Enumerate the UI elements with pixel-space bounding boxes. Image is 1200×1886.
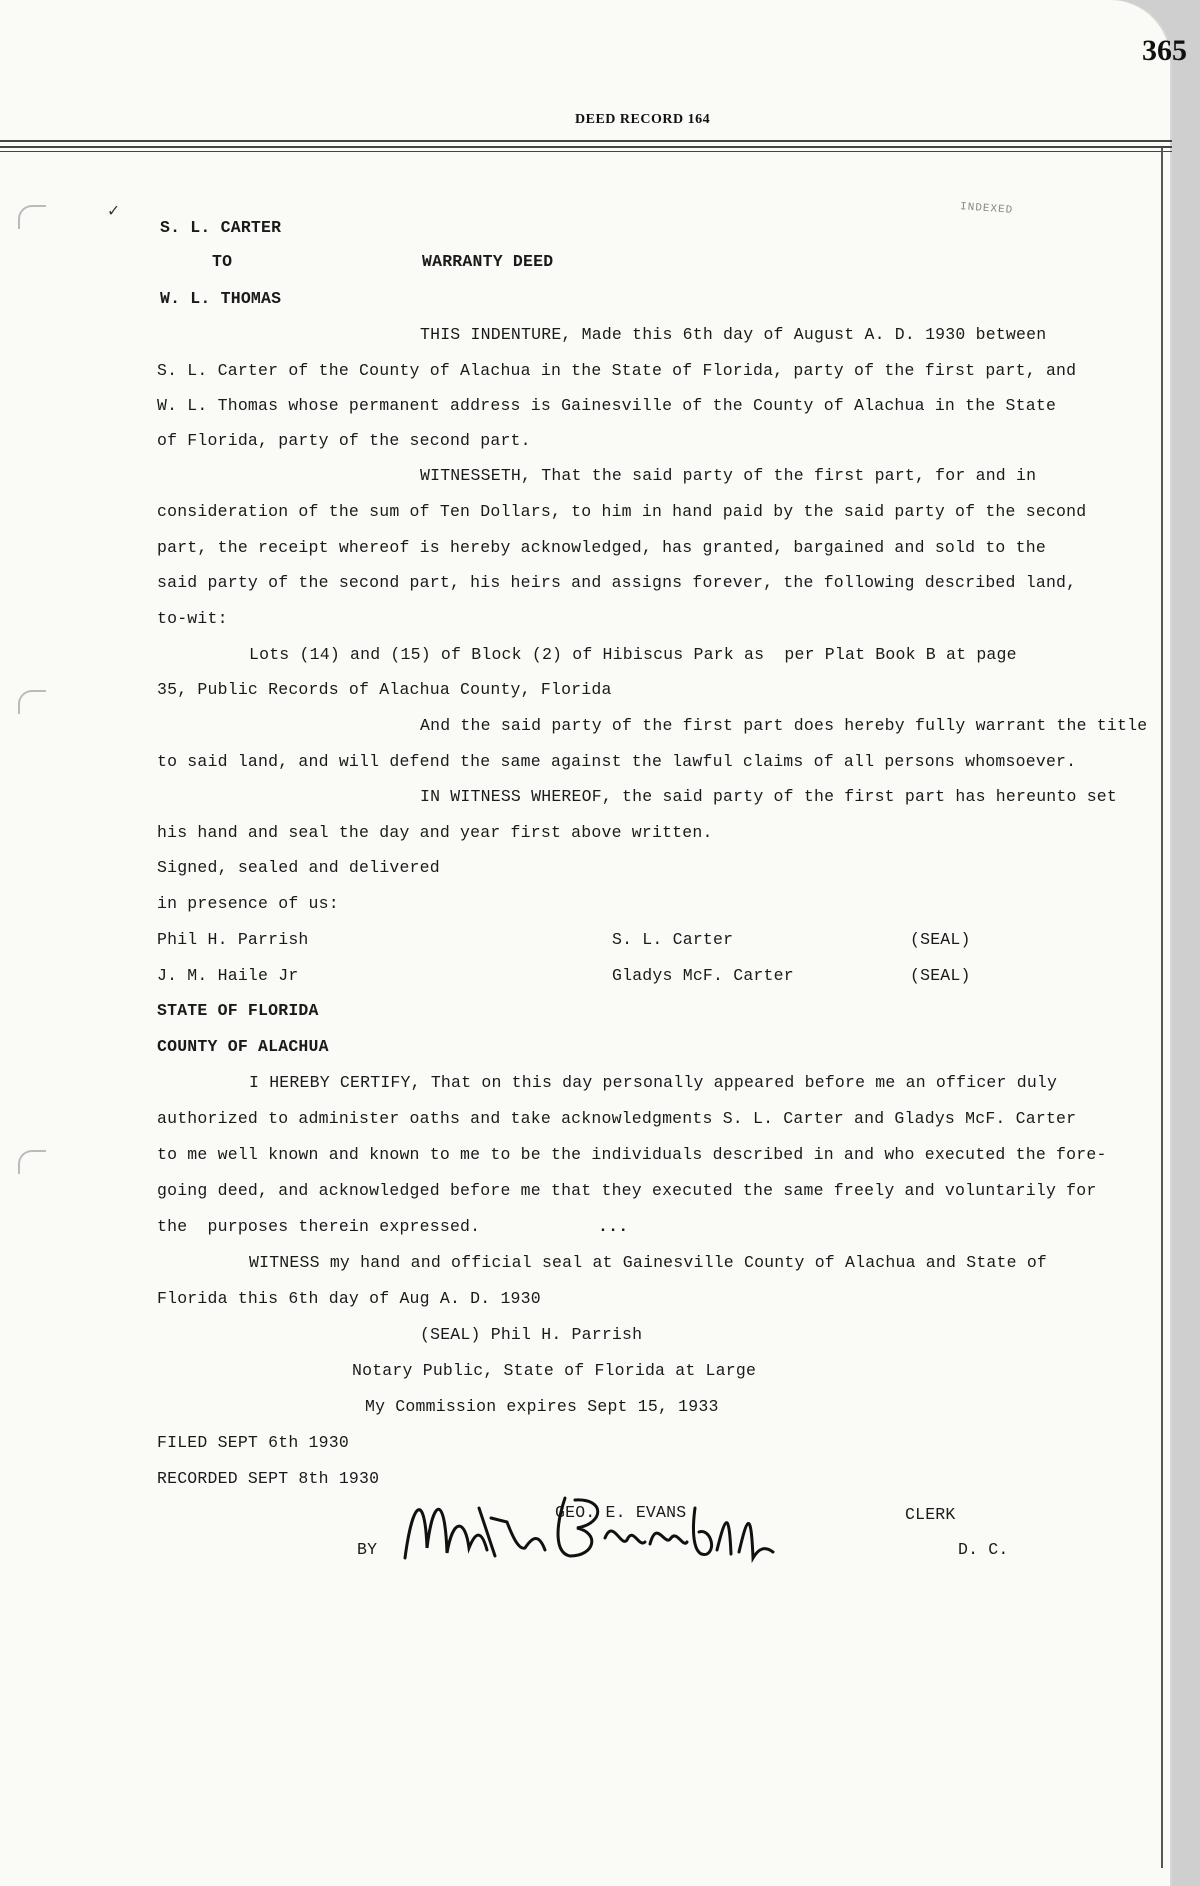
binding-mark-2 [18, 690, 46, 714]
property-description-2: 35, Public Records of Alachua County, Florida [157, 680, 612, 699]
deed-type: WARRANTY DEED [422, 252, 554, 271]
body-line-9: to-wit: [157, 609, 228, 628]
ack-line-5: the purposes therein expressed. [157, 1217, 481, 1236]
body-line-7: part, the receipt whereof is hereby acknowledged, has granted, bargained and sold to the [157, 538, 1046, 557]
body-line-15: his hand and seal the day and year first above written. [157, 823, 713, 842]
body-line-8: said party of the second part, his heirs and assigns forever, the following described land, [157, 573, 1077, 592]
filed-date: FILED SEPT 6th 1930 [157, 1433, 349, 1452]
handwritten-signature [395, 1478, 805, 1588]
ack-line-1: I HEREBY CERTIFY, That on this day personally appeared before me an officer duly [249, 1073, 1058, 1092]
body-line-6: consideration of the sum of Ten Dollars, to him in hand paid by the said party of the second [157, 502, 1087, 521]
body-line-16: Signed, sealed and delivered [157, 858, 440, 877]
header-rule-2 [0, 146, 1172, 148]
seal-2: (SEAL) [910, 966, 971, 985]
ack-state: STATE OF FLORIDA [157, 1001, 319, 1020]
check-mark-icon: ✓ [108, 202, 119, 222]
header-rule-3 [0, 151, 1172, 152]
by-label: BY [357, 1540, 378, 1559]
ack-line-4: going deed, and acknowledged before me that they executed the same freely and voluntarily for [157, 1181, 1097, 1200]
property-description-1: Lots (14) and (15) of Block (2) of Hibiscus Park as per Plat Book B at page [249, 645, 1017, 664]
signer-1: S. L. Carter [612, 930, 734, 949]
ack-line-5-dots: ... [598, 1217, 629, 1236]
recorded-date: RECORDED SEPT 8th 1930 [157, 1469, 380, 1488]
ack-county: COUNTY OF ALACHUA [157, 1037, 329, 1056]
signer-2: Gladys McF. Carter [612, 966, 794, 985]
body-line-2: S. L. Carter of the County of Alachua in the State of Florida, party of the first part, and [157, 361, 1077, 380]
grantee-name: W. L. THOMAS [160, 289, 282, 308]
body-line-13: to said land, and will defend the same against the lawful claims of all persons whomsoever. [157, 752, 1077, 771]
caption-to: TO [212, 252, 233, 271]
right-margin-line [1161, 148, 1163, 1868]
page-number: 365 [1142, 34, 1187, 67]
grantor-name: S. L. CARTER [160, 218, 282, 237]
ack-line-6: WITNESS my hand and official seal at Gainesville County of Alachua and State of [249, 1253, 1048, 1272]
seal-1: (SEAL) [910, 930, 971, 949]
notary-commission: My Commission expires Sept 15, 1933 [365, 1397, 719, 1416]
clerk-name: GEO. E. EVANS [555, 1503, 687, 1522]
deputy-clerk-label: D. C. [958, 1540, 1009, 1559]
ack-line-2: authorized to administer oaths and take acknowledgments S. L. Carter and Gladys McF. Carter [157, 1109, 1077, 1128]
notary-seal-name: (SEAL) Phil H. Parrish [420, 1325, 643, 1344]
body-line-5: WITNESSETH, That the said party of the first part, for and in [420, 466, 1037, 485]
body-line-12: And the said party of the first part does hereby fully warrant the title [420, 716, 1148, 735]
notary-title: Notary Public, State of Florida at Large [352, 1361, 757, 1380]
body-line-4: of Florida, party of the second part. [157, 431, 531, 450]
body-line-14: IN WITNESS WHEREOF, the said party of the first part has hereunto set [420, 787, 1118, 806]
running-head: DEED RECORD 164 [575, 112, 711, 127]
binding-mark-1 [18, 205, 46, 229]
header-rule-1 [0, 140, 1172, 142]
indexed-stamp: INDEXED [959, 201, 1014, 217]
clerk-title: CLERK [905, 1505, 956, 1524]
witness-2: J. M. Haile Jr [157, 966, 299, 985]
ack-line-7: Florida this 6th day of Aug A. D. 1930 [157, 1289, 541, 1308]
binding-mark-3 [18, 1150, 46, 1174]
ack-line-3: to me well known and known to me to be the individuals described in and who executed the fore- [157, 1145, 1107, 1164]
body-line-3: W. L. Thomas whose permanent address is Gainesville of the County of Alachua in the State [157, 396, 1057, 415]
witness-1: Phil H. Parrish [157, 930, 309, 949]
body-line-17: in presence of us: [157, 894, 339, 913]
body-line-1: THIS INDENTURE, Made this 6th day of August A. D. 1930 between [420, 325, 1047, 344]
